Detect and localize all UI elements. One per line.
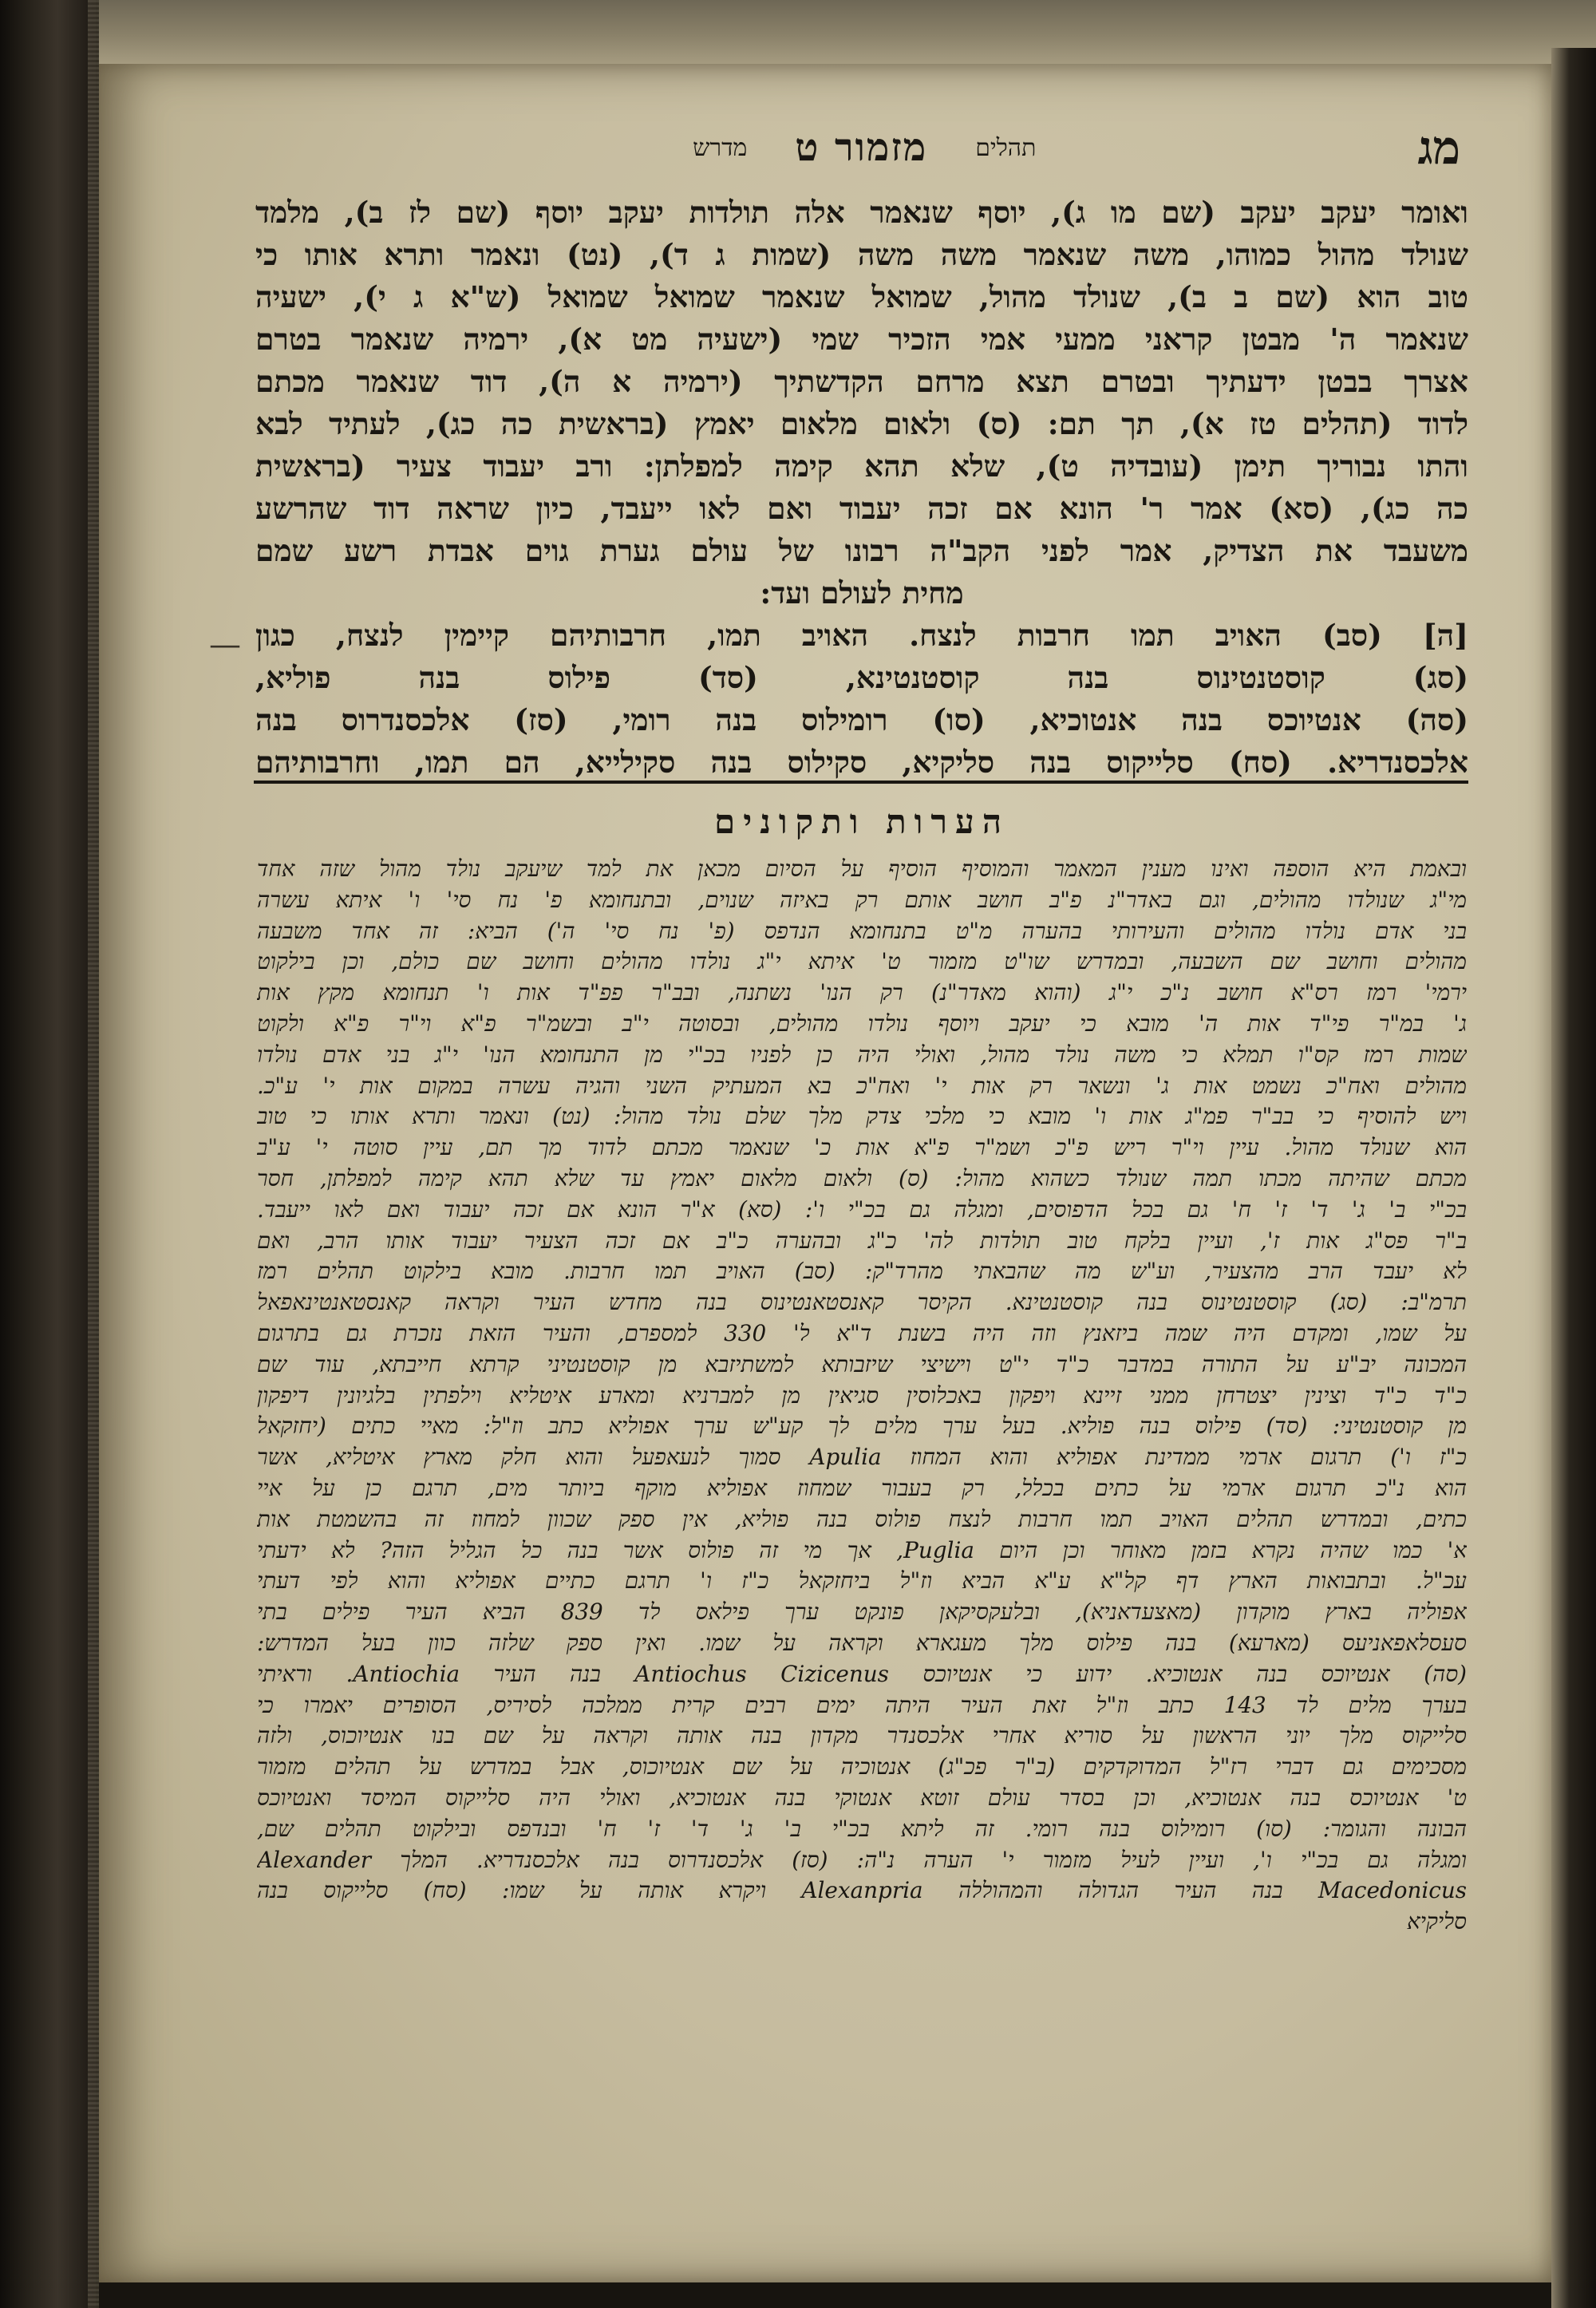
page-number: מג xyxy=(1417,121,1460,175)
main-line: כה כג), (סא) אמר ר' הונא אם זכה יעבוד ואם לאו ייעבד, כיון שראה דוד שהרשע xyxy=(255,491,1468,526)
note-line: (סה) אנטיוכס בנה אנטוכיא. ידוע כי אנטיוכס Antiochus Cizicenus בנה העיר Antiochia. וראיתי xyxy=(257,1660,1467,1687)
note-line: הוא נ"כ תרגום ארמי על כתים בכלל, רק בעבור שמחוז אפוליא מוקף ביותר מים, תרגם כן על איי xyxy=(257,1474,1467,1501)
note-line: הוא שנולד מהול. עיין וי"ר ריש פ"כ ושמ"ר פ"א אות כ' שנאמר מכתם לדוד מך תם, עיין סוטה י' ע"ב xyxy=(257,1134,1467,1161)
note-line: מן קוסטנטיני: (סד) פילוס בנה פוליא. בעל ערך מלים לך קע"ש ערך אפוליא כתב וז"ל: מאיי כתים (יחזקאל xyxy=(257,1413,1467,1440)
note-line: לא יעבד הרב מהצעיר, וע"ש מה שהבאתי מהרד"ק: (סב) האויב תמו חרבות. מובא בילקוט תהלים רמז xyxy=(257,1258,1467,1285)
note-line: ירמי' רמז רס"א חושב נ"כ י"ג (והוא מאדר"נ) רק הנו' נשתנה, ובב"ר פפ"ד אות ו' תנחומא מקץ אות xyxy=(257,979,1467,1006)
note-line: ב"ר פס"ג אות ז', ועיין בלקח טוב תולדות לה' כ"ג ובהערה כ"ב אם זכה הצעיר יעבוד אותו הרב, ואם xyxy=(257,1227,1467,1254)
note-line: הבונה והגומר: (סו) רומילוס בנה רומי. זה ליתא בכ"י ב' ג' ד' ז' ח' ובנדפס ובילקוט תהלים שם, xyxy=(257,1815,1467,1842)
main-text xyxy=(255,192,1468,784)
note-line: אפוליה בארץ מוקדון (מאצעדאניא), ובלעקסיקאן פונקט ערך פילאס לד 839 הביא העיר פילים בתי xyxy=(257,1599,1467,1626)
note-line: מהולים וחושב שם השבעה, ובמדרש שו"ט מזמור ט' איתא י"ג נולדו מהולים וחושב שם כולם, וכן בילקוט xyxy=(257,948,1467,975)
note-line: סלייקוס מלך יוני הראשון על סוריא אחרי אלכסנדר מקדון בנה אותה וקראה על שם בנו אנטיוכוס, ולזה xyxy=(257,1722,1467,1749)
main-line: אלכסנדריא. (סח) סלייקוס בנה סליקיא, סקילוס בנה סקילייא, הם תמו, וחרבותיהם xyxy=(255,745,1468,780)
page-stack-edge xyxy=(88,0,99,2308)
notes-text xyxy=(257,854,1467,1938)
note-line: Macedonicus בנה העיר הגדולה והמהוללה Alexanpria ויקרא אותה על שמו: (סח) סלייקוס בנה xyxy=(257,1877,1467,1904)
note-line: בכ"י ב' ג' ד' ז' ח' גם בכל הדפוסים, ומגלה גם בכ"י ו': (סא) א"ר הונא אם זכה יעבוד ואם לאו ייעבד. xyxy=(257,1195,1467,1223)
separator-rule xyxy=(254,781,1468,784)
note-line: שמות רמז קס"ו תמלא כי משה נולד מהול, ואולי היה כן לפניו בכ"י מן התנחומא הנו' י"ג בני אדם נולדו xyxy=(257,1041,1467,1068)
header-midrash-label: מדרש xyxy=(693,133,748,162)
main-line: שנולד מהול כמוהו, משה שנאמר משה משה (שמות ג ד), (נט) ונאמר ותרא אותו כי xyxy=(255,237,1468,272)
note-line: על שמו, ומקדם היה שמה ביזאנץ וזה היה בשנת ד"א ל' 330 למספרם, והעיר הזאת נזכרת גם בתרגום xyxy=(257,1319,1467,1346)
note-line: בערך מלים לד 143 כתב וז"ל זאת העיר היתה ימים רבים קרית ממלכה לסיריס, הסופרים יאמרו כי xyxy=(257,1691,1467,1718)
main-line: לדוד (תהלים טז א), תך תם: (ס) ולאום מלאום יאמץ (בראשית כה כג), לעתיד לבא xyxy=(255,406,1468,441)
top-page-edge xyxy=(99,0,1596,64)
main-line: ואומר יעקב יעקב (שם מו ג), יוסף שנאמר אלה תולדות יעקב יוסף (שם לז ב), מלמד xyxy=(255,195,1468,230)
note-line: מי"ג שנולדו מהולים, וגם באדר"נ פ"ב חושב אותם רק באיזה שנוים, ובתנחומא פ' נח סי' ו' איתא עשרה xyxy=(257,886,1467,913)
note-line: כתים, ובמדרש תהלים האויב תמו חרבות לנצח פולוס בנה פוליא, אין ספק שכוון למחוז זה בהשמטת אות xyxy=(257,1505,1467,1532)
main-line: (סה) אנטיוכס בנה אנטוכיא, (סו) רומילוס בנה רומי, (סז) אלכסנדרוס בנה xyxy=(255,702,1468,737)
main-line: טוב הוא (שם ב ב), שנולד מהול, שמואל שנאמר שמואל שמואל (ש"א ג י), ישעיה xyxy=(255,279,1468,314)
note-line: מכתם שהיתה מכתו תמה שנולד כשהוא מהול: (ס) ולאום מלאום יאמץ עד שלא תהא קימה למפלתן, חסר xyxy=(257,1164,1467,1192)
notes-heading: הערות ותקונים xyxy=(713,802,1009,841)
note-line: כ"ד כ"ד וצינין יצטרחן ממני זיינא ויפקון באכלוסין סגיאין מן למברניא ומארע איטליא וילפתין בלגיונין דיפקון xyxy=(257,1381,1467,1409)
header-psalm-title: מזמור ט xyxy=(795,125,928,170)
note-line: בני אדם נולדו מהולים והעירותי בהערה מ"ט בתנחומא הנדפס (פ' נח סי' ה') הביא: זה אחד משבעה xyxy=(257,917,1467,944)
note-line: ויש להוסיף כי בב"ר פמ"ג אות ו' מובא כי מלכי צדק מלך שלם נולד מהול: (נט) ונאמר ותרא אותו כי טוב xyxy=(257,1103,1467,1130)
main-line: והתו נבוריך תימן (עובדיה ט), שלא תהא קימה למפלתן: ורב יעבוד צעיר (בראשית xyxy=(255,449,1468,484)
note-line: ובאמת היא הוספה ואינו מענין המאמר והמוסיף הוסיף על הסיום מכאן את למד שיעקב נולד מהול שזה אחד xyxy=(257,856,1467,882)
note-line: המכונה יב"ע על התורה במדבר כ"ד י"ט וישיצי שיזבותא למשתיזבא מן קוסטנטיני קרתא חייבתא, עוד שם xyxy=(257,1350,1467,1377)
main-line: שנאמר ה' מבטן קראני ממעי אמי הזכיר שמי (ישעיה מט א), ירמיה שנאמר בטרם xyxy=(255,322,1468,357)
note-line: ומגלה גם בכ"י ו', ועיין לעיל מזמור י' הערה נ"ה: (סז) אלכסנדרוס בנה אלכסנדריא. המלך Alexander xyxy=(257,1846,1467,1873)
book-spine xyxy=(0,0,96,2308)
margin-pencil-mark: — xyxy=(209,626,241,663)
note-line: עכ"ל. ובתבואות הארץ דף קל"א ע"א הביא וז"ל ביחזקאל כ"ז ו' תרגם כתיים אפוליא והוא לפי דעתי xyxy=(257,1567,1467,1595)
header-center xyxy=(693,125,1036,170)
note-line: כ"ז ו') תרגום ארמי ממדינת אפוליא והוא המחוז Apulia סמוך לנעאפעל והוא חלק מארץ איטליא, אשר xyxy=(257,1444,1467,1471)
main-line: מחית לעולם ועד: xyxy=(760,575,964,611)
note-line: סליקיא xyxy=(1407,1908,1467,1935)
right-page-edge xyxy=(1551,48,1596,2308)
note-line: מהולים ואח"כ נשמט אות ג' ונשאר רק אות י' ואח"כ בא המעתיק השני והגיה עשרה במקום אות י' ע"כ. xyxy=(257,1072,1467,1099)
note-line: ט' אנטיוכס בנה אנטוכיא, וכן בסדר עולם זוטא אנטוקי בנה אנטוכיא, ואולי היה סלייקוס המיסד ואנטיוכס xyxy=(257,1784,1467,1811)
main-line: משעבד את הצדיק, אמר לפני הקב"ה רבונו של עולם גערת גוים אבדת רשע שמם xyxy=(255,533,1468,568)
note-line: ג' במ"ר פי"ד אות ה' מובא כי יעקב ויוסף נולדו מהולים, ובסוטה י"ב ובשמ"ר פ"א וי"ר פ"א ולקוט xyxy=(257,1010,1467,1037)
note-line: א' כמו שהיה נקרא בזמן מאוחר וכן היום Puglia, אך מי זה פולוס אשר בנה כל הגליל הזה? לא ידעתי xyxy=(257,1536,1467,1563)
main-line: אצרך בבטן ידעתיך ובטרם תצא מרחם הקדשתיך (ירמיה א ה), דוד שנאמר מכתם xyxy=(255,364,1468,399)
running-header xyxy=(263,120,1460,176)
note-line: סעסלאפאניעס (מארעא) בנה פילוס מלך מעגארא וקראה על שמו. ואין ספק שלזה כוון בעל המדרש: xyxy=(257,1629,1467,1656)
note-line: תרמ"ב: (סג) קוסטנטינוס בנה קוסטנטינא. הקיסר קאנסטאנטינוס בנה מחדש העיר וקראה קאנסטאנטינאפאל xyxy=(257,1289,1467,1316)
header-book-name: תהלים xyxy=(975,133,1037,162)
note-line: מסכימים גם דברי רז"ל המדוקדקים (ב"ר פכ"ג) אנטוכיה על שם אנטיוכוס, אבל במדרש על תהלים מזמור xyxy=(257,1753,1467,1780)
main-line-section-start: [ה] (סב) האויב תמו חרבות לנצח. האויב תמו, חרבותיהם קיימין לנצח, כגון xyxy=(255,618,1468,653)
main-line: (סג) קוסטנטינוס בנה קוסטנטינא, (סד) פילוס בנה פוליא, xyxy=(255,660,1468,695)
